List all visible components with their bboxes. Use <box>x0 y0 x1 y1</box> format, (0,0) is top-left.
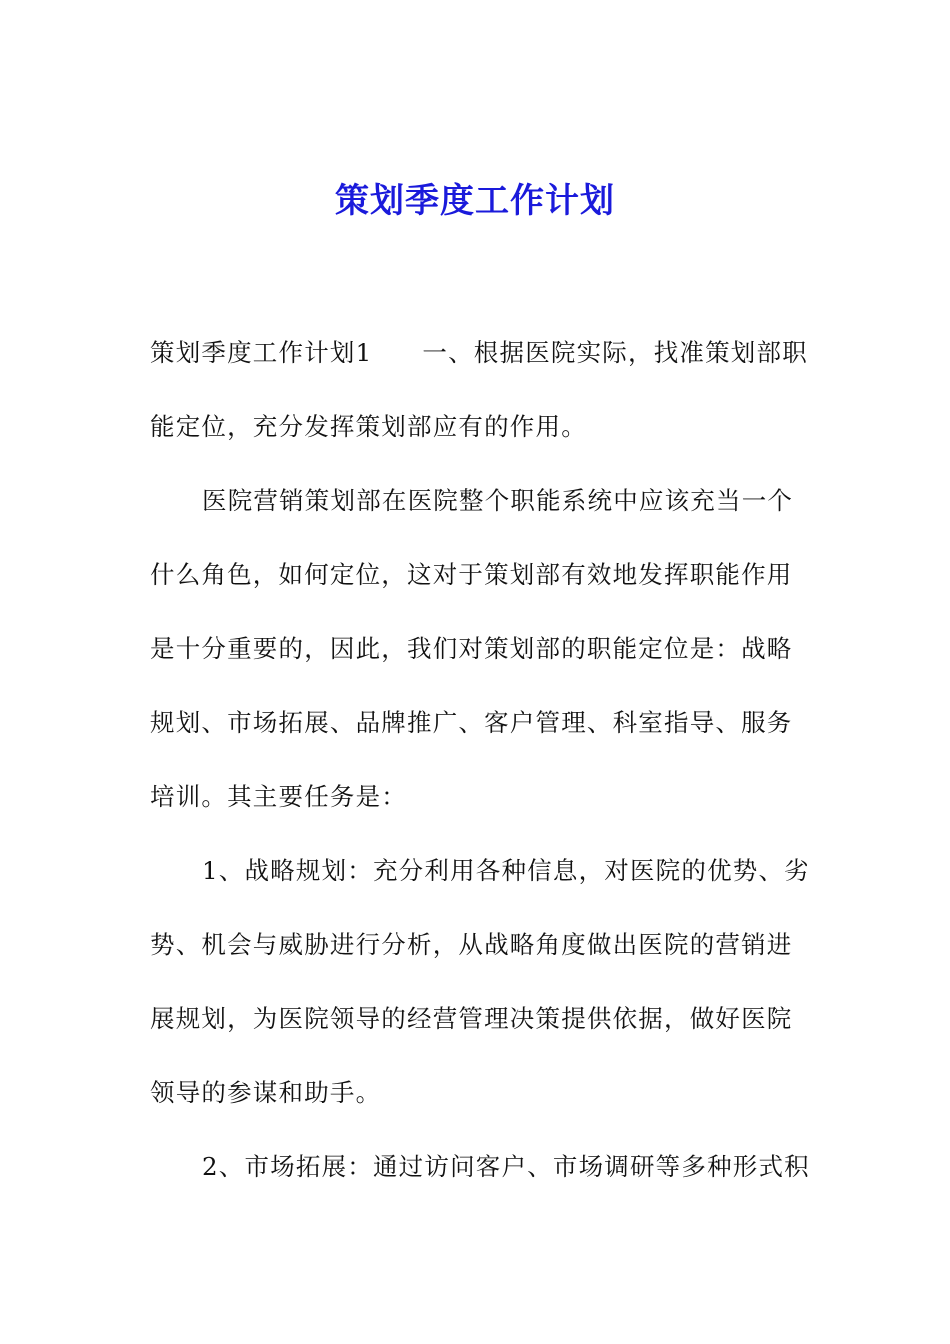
paragraph-4: 2、市场拓展：通过访问客户、市场调研等多种形式积 <box>202 1152 810 1181</box>
paragraph-1 <box>150 316 810 464</box>
section-heading: 策划季度工作计划1 <box>150 338 373 367</box>
document-title: 策划季度工作计划 <box>335 181 615 221</box>
paragraph-2: 医院营销策划部在医院整个职能系统中应该充当一个什么角色，如何定位，这对于策划部有效地发挥职能作用是十分重要的，因此，我们对策划部的职能定位是：战略规划、市场拓展、品牌推广、客户管理、科室指导、服务培训。其主要任务是： <box>150 486 794 811</box>
paragraph-text: 一、根据医院实际，找准策划部职能定位，充分发挥策划部应有的作用。 <box>150 338 808 441</box>
document-body <box>150 316 810 1204</box>
paragraph-3: 1、战略规划：充分利用各种信息，对医院的优势、劣势、机会与威胁进行分析，从战略角度做出医院的营销进展规划，为医院领导的经营管理决策提供依据，做好医院领导的参谋和助手。 <box>150 856 810 1107</box>
